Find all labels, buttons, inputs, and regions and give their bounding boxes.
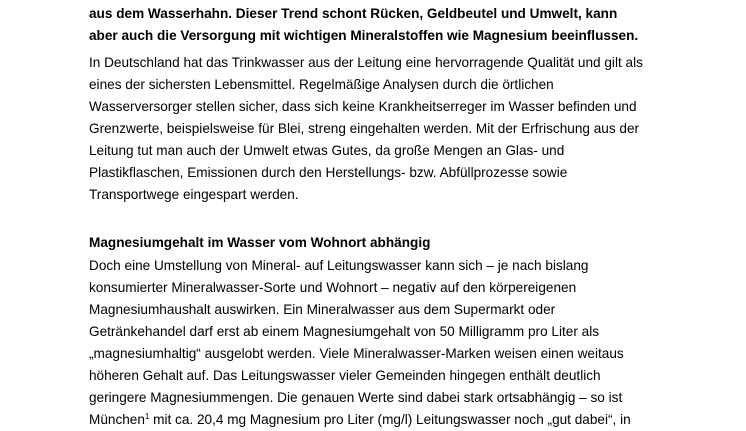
paragraph-line: geringere Magnesiummengen. Die genauen Werte sind dabei stark ortsabhängig – so ist <box>89 390 623 405</box>
paragraph-line: konsumierter Mineralwasser-Sorte und Wohnort – negativ auf den körpereigenen <box>89 280 577 295</box>
section-heading: Magnesiumgehalt im Wasser vom Wohnort abhängig <box>89 235 431 250</box>
paragraph-line: eines der sichersten Lebensmittel. Regelmäßige Analysen durch die örtlichen <box>89 77 554 92</box>
paragraph-line: Wasserversorger stellen sicher, dass sich keine Krankheitserreger im Wasser befinden und <box>89 99 637 114</box>
paragraph-line: Leitung tut man auch der Umwelt etwas Gutes, da große Mengen an Glas- und <box>89 143 565 158</box>
intro-line-2: aber auch die Versorgung mit wichtigen Mineralstoffen wie Magnesium beeinflussen. <box>89 28 639 43</box>
paragraph-line: Getränkehandel darf erst ab einem Magnesiumgehalt von 50 Milligramm pro Liter als <box>89 324 600 339</box>
paragraph-line: Plastikflaschen, Emissionen durch den Herstellungs- bzw. Abfüllprozesse sowie <box>89 165 568 180</box>
line-remainder: mit ca. 20,4 mg Magnesium pro Liter (mg/l) Leitungswasser noch „gut dabei“, in <box>149 412 631 427</box>
footnote-marker: 1 <box>144 412 150 421</box>
paragraph-line: Magnesiumhaushalt auswirken. Ein Mineralwasser aus dem Supermarkt oder <box>89 302 556 317</box>
paragraph-line: Doch eine Umstellung von Mineral- auf Leitungswasser kann sich – je nach bislang <box>89 258 589 273</box>
paragraph-line: „magnesiumhaltig“ ausgelobt werden. Viele Mineralwasser-Marken weisen einen weitaus <box>89 346 624 361</box>
paragraph-line: höheren Gehalt auf. Das Leitungswasser vieler Gemeinden hingegen enthält deutlich <box>89 368 601 383</box>
intro-line-1: aus dem Wasserhahn. Dieser Trend schont Rücken, Geldbeutel und Umwelt, kann <box>89 6 618 21</box>
city-name: München <box>89 412 145 427</box>
paragraph-line: Transportwege eingespart werden. <box>89 187 299 202</box>
paragraph-line: In Deutschland hat das Trinkwasser aus der Leitung eine hervorragende Qualität und gilt als <box>89 55 643 70</box>
paragraph-line: Grenzwerte, beispielsweise für Blei, streng eingehalten werden. Mit der Erfrischung aus der <box>89 121 640 136</box>
paragraph-line <box>89 409 631 431</box>
